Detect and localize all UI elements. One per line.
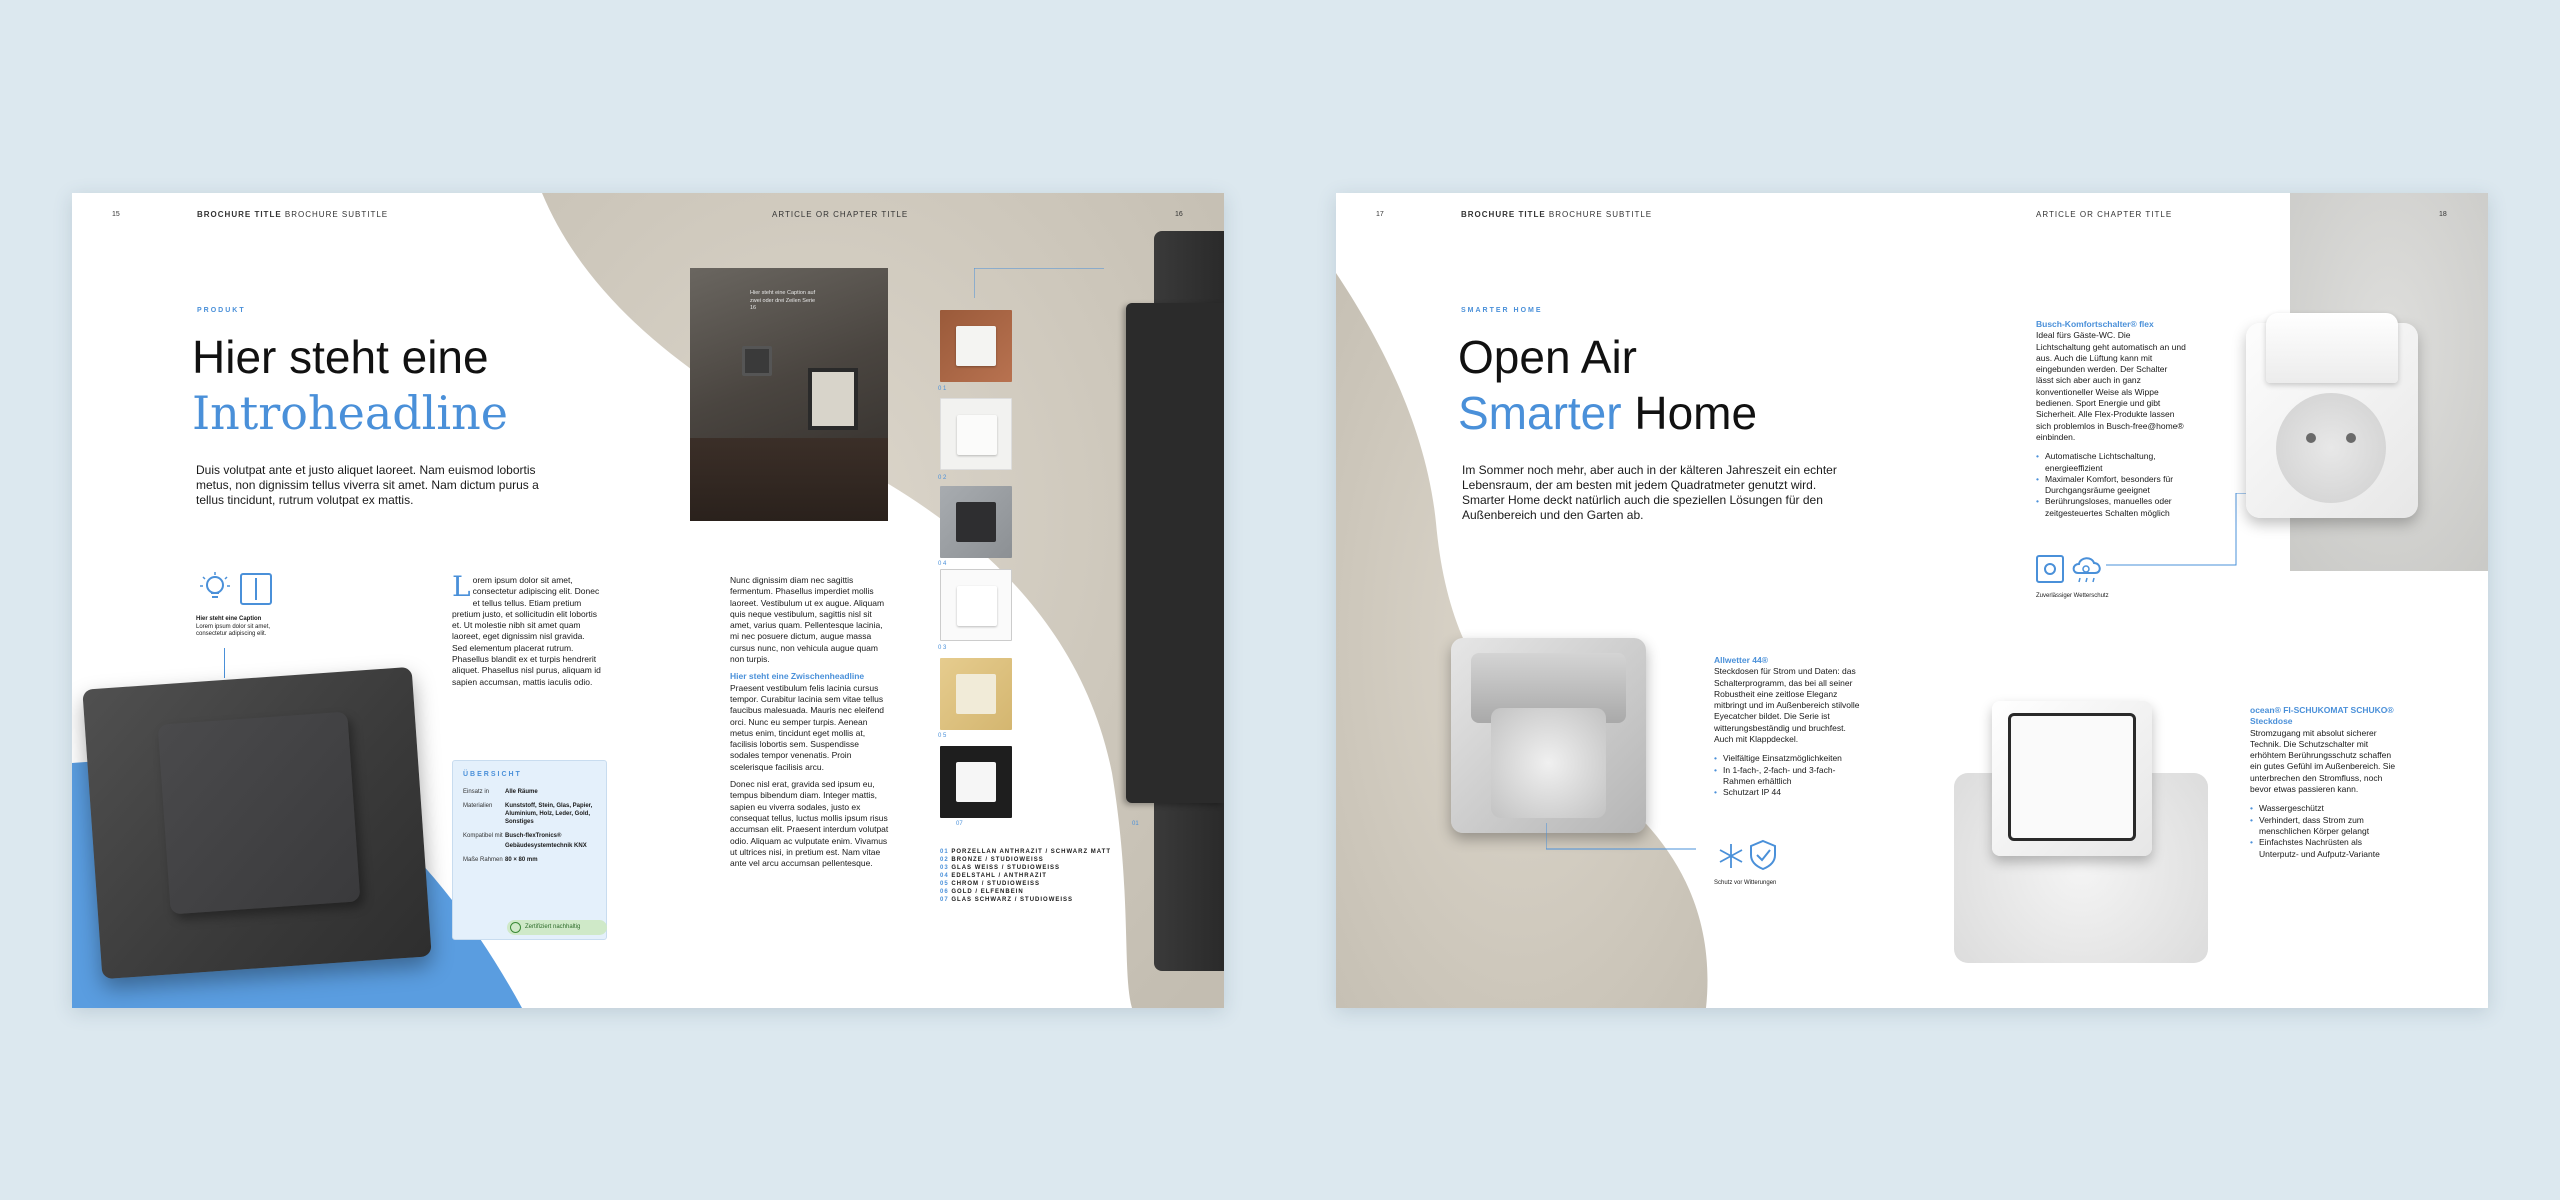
- socket-lid: [2266, 313, 2398, 383]
- shield-check-icon: [1748, 839, 1778, 871]
- allwetter-bullet: • In 1-fach-, 2-fach- und 3-fach-Rahmen erhältlich: [1714, 765, 1864, 788]
- page-number-right: 18: [2439, 211, 2447, 218]
- allwetter-icon-caption: Schutz vor Witterungen: [1714, 880, 1777, 886]
- ocean-switch-rocker: [2008, 713, 2136, 841]
- variant-thumb-01[interactable]: [940, 310, 1012, 382]
- ocean-text: Stromzugang mit absolut sicherer Technik. Die Schutzschalter mit erhöhtem Berührungsschutz schaffen ein gutes Gefühl im Außenbereich. Sie unterbrechen den Stromfluss, noch bevor etwas passieren kann.: [2250, 727, 2396, 795]
- socket-face: [2276, 393, 2386, 503]
- allwetter-bullet: • Vielfältige Einsatzmöglichkeiten: [1714, 753, 1864, 764]
- large-switch-rocker: [1126, 303, 1224, 803]
- spec-row: Kompatibel mit Busch-flexTronics®: [463, 833, 562, 839]
- flex-bullet: • Automatische Lichtschaltung, energieeffizient: [2036, 451, 2186, 474]
- allwetter-title: Allwetter 44®: [1714, 655, 1768, 665]
- flex-text: Ideal fürs Gäste-WC. Die Lichtschaltung geht automatisch an und aus. Auch die Lüftung kann mit eingebunden werden. Der Schalter lässt sich aber auch in ganz konventioneller Weise als Wippe bedienen. Sport Energie und gibt Sicherheit. Alle Flex-Produkte lassen sich problemlos in Busch-free@home® einbinden.: [2036, 330, 2186, 442]
- snowflake-sun-icon: [1716, 841, 1746, 871]
- variant-row: 02 BRONZE / STUDIOWEISS: [940, 857, 1044, 863]
- headline-black-word: Home: [1634, 387, 1758, 439]
- icon-caption: [196, 616, 291, 639]
- flex-product-block: [2036, 319, 2186, 519]
- headline-line-1: Open Air: [1458, 331, 1637, 383]
- thumb-label: 0 3: [938, 645, 947, 651]
- icon-caption-title: Hier steht eine Caption: [196, 616, 262, 622]
- brochure-subtitle: BROCHURE SUBTITLE: [1548, 210, 1653, 219]
- socket-icon: [2036, 555, 2064, 583]
- page-number-left: 15: [112, 211, 120, 218]
- lightbulb-icon: [198, 571, 232, 605]
- spec-row: Maße Rahmen 80 × 80 mm: [463, 857, 538, 863]
- badge-label: Zertifiziert nachhaltig: [525, 924, 581, 930]
- variant-row: 04 EDELSTAHL / ANTHRAZIT: [940, 873, 1047, 879]
- allwetter-bullet: • Schutzart IP 44: [1714, 787, 1864, 798]
- variant-row: 07 GLAS SCHWARZ / STUDIOWEISS: [940, 897, 1074, 903]
- running-head: [197, 210, 388, 219]
- column-2-text-3: Donec nisl erat, gravida sed ipsum eu, tempus bibendum diam. Integer mattis, sapien eu viverra sodales, justo ex consequat tellus, luctus mollis ipsum risus accumsan elit. Praesent interdum volutpat odio. Aliquam ac vulputate enim. Vivamus ut ultrices nisi, in pretium est. Nam vitae ante vel arcu accumsan pellentesque.: [730, 779, 889, 869]
- thumb-label: 01: [1132, 821, 1139, 827]
- flex-title: Busch-Komfortschalter® flex: [2036, 319, 2154, 329]
- overview-box: [452, 760, 607, 940]
- allwetter-bullets: [1714, 753, 1864, 798]
- headline: [1458, 329, 1757, 441]
- headline-line-1: Hier steht eine: [192, 331, 489, 383]
- allwetter-text: Steckdosen für Strom und Daten: das Schalterprogramm, das bei all seiner Robustheit eine zeitlose Eleganz mitbringt und im Außenbereich stilvolle Eyecatcher bildet. Die Serie ist witterungsbeständig und bruchfest. Auch mit Klappdeckel.: [1714, 666, 1860, 745]
- photo-caption: Hier steht eine Caption auf zwei oder drei Zeilen Serie 16: [750, 290, 816, 311]
- dropcap: L: [452, 570, 471, 603]
- ocean-bullets: [2250, 803, 2400, 859]
- dark-switch-rocker: [158, 712, 361, 915]
- thumb-label: 0 2: [938, 475, 947, 481]
- column-2-subhead: Hier steht eine Zwischenheadline: [730, 671, 865, 682]
- socket-face: [1491, 708, 1606, 818]
- chapter-title: ARTICLE OR CHAPTER TITLE: [772, 210, 909, 219]
- column-2-text-1: Nunc dignissim diam nec sagittis fermentum. Phasellus imperdiet mollis laoreet. Vestibulum ut ex augue. Aliquam quis neque vestibulum, sagittis nisl sit amet, varius quam. Pellentesque lacinia, mi nec posuere dictum, augue massa cursus nunc, non vehicula augue quam non turpis.: [730, 575, 885, 665]
- ocean-switch: [1992, 701, 2152, 856]
- variants-list: [940, 848, 1140, 904]
- intro-text: Im Sommer noch mehr, aber auch in der kälteren Jahreszeit ein echter Lebensraum, der am besten mit jedem Quadratmeter genutzt wird. Smarter Home deckt natürlich auch die speziellen Lösungen für den Außenbereich und den Garten ab.: [1462, 463, 1837, 522]
- thumb-label: 07: [956, 821, 963, 827]
- brochure-title: BROCHURE TITLE: [1461, 210, 1546, 219]
- ocean-bullet: • Wassergeschützt: [2250, 803, 2400, 814]
- product-photo: [690, 268, 888, 521]
- thumb-label: 0 5: [938, 733, 947, 739]
- allwetter-socket: [1451, 638, 1646, 833]
- variant-row: 03 GLAS WEISS / STUDIOWEISS: [940, 865, 1061, 871]
- brochure-subtitle: BROCHURE SUBTITLE: [284, 210, 389, 219]
- page-number-right: 16: [1175, 211, 1183, 218]
- column-1-text: orem ipsum dolor sit amet, consectetur adipiscing elit. Donec et tellus tellus. Etiam pretium pretium justo, et sollicitudin elit lobortis et. Ut molestie nibh sit amet quam laoreet, eget dignissim nisl gravida. Sed elementum placerat rutrum. Phasellus blandit ex et turpis hendrerit aliquet. Phasellus nisl purus, aliquam id sapien accumsan, mattis iaculis odio.: [452, 575, 601, 687]
- variant-thumb-03[interactable]: [940, 486, 1012, 558]
- running-head: [1461, 210, 1652, 219]
- wall-switch: [742, 346, 772, 376]
- sustainability-badge: [507, 920, 607, 935]
- thumb-label: 0 1: [938, 386, 947, 392]
- headline: [192, 329, 508, 441]
- icon-caption-text: Lorem ipsum dolor sit amet, consectetur adipiscing elit.: [196, 623, 271, 637]
- picture-frame: [808, 368, 858, 430]
- allwetter-product-block: [1714, 655, 1864, 799]
- brochure-spread-left: [72, 193, 1224, 1008]
- variant-thumb-02[interactable]: [940, 398, 1012, 470]
- leaf-icon: [510, 922, 521, 933]
- brochure-title: BROCHURE TITLE: [197, 210, 282, 219]
- body-column-2: [730, 575, 890, 869]
- variant-row: 05 CHROM / STUDIOWEISS: [940, 881, 1041, 887]
- headline-line-2: [1458, 385, 1757, 441]
- spec-row: Materialien Kunststoff, Stein, Glas, Papier, Aluminium, Holz, Leder, Gold, Sonstiges: [463, 803, 593, 825]
- ocean-bullet: • Verhindert, dass Strom zum menschlichen Körper gelangt: [2250, 815, 2400, 838]
- variant-row: 06 GOLD / ELFENBEIN: [940, 889, 1024, 895]
- body-column-1: [452, 570, 602, 688]
- white-outdoor-socket: [2246, 323, 2418, 518]
- spec-row: Gebäudesystemtechnik KNX: [505, 843, 587, 849]
- headline-blue-word: Smarter: [1458, 387, 1622, 439]
- chapter-title: ARTICLE OR CHAPTER TITLE: [2036, 210, 2173, 219]
- flex-icon-caption: Zuverlässiger Wetterschutz: [2036, 593, 2109, 599]
- variant-thumb-05[interactable]: [940, 658, 1012, 730]
- overview-title: ÜBERSICHT: [463, 771, 522, 778]
- weather-cloud-icon: [2070, 553, 2104, 585]
- caption-connector-line: [224, 648, 225, 678]
- page-number-left: 17: [1376, 211, 1384, 218]
- thumb-label: 0 4: [938, 561, 947, 567]
- variant-row: 01 PORZELLAN ANTHRAZIT / SCHWARZ MATT: [940, 849, 1112, 855]
- flex-bullet: • Maximaler Komfort, besonders für Durchgangsräume geeignet: [2036, 474, 2186, 497]
- kicker: PRODUKT: [197, 307, 246, 314]
- spec-row: Einsatz in Alle Räume: [463, 789, 538, 795]
- flex-bullet: • Berührungsloses, manuelles oder zeitgesteuertes Schalten möglich: [2036, 496, 2186, 519]
- headline-line-2: Introheadline: [192, 386, 508, 440]
- ocean-product-block: [2250, 705, 2400, 860]
- brochure-spread-right: [1336, 193, 2488, 1008]
- variant-thumb-04[interactable]: [940, 569, 1012, 641]
- kicker: SMARTER HOME: [1461, 307, 1543, 314]
- ocean-title: ocean® FI-SCHUKOMAT SCHUKO® Steckdose: [2250, 705, 2394, 727]
- cabinet: [690, 438, 888, 521]
- variant-thumb-06[interactable]: [940, 746, 1012, 818]
- intro-text: Duis volutpat ante et justo aliquet laoreet. Nam euismod lobortis metus, non dignissim tellus viverra sit amet. Nam dictum purus a tellus tincidunt, rutrum volutpat ex mattis.: [196, 463, 539, 507]
- switch-icon: [240, 573, 272, 605]
- column-2-text-2: Praesent vestibulum felis lacinia cursus tempor. Curabitur lacinia sem vitae tellus faucibus malesuada. Mauris nec eleifend orci. Nunc eu semper turpis. Aenean metus enim, tincidunt eget mollis at, facilisis lobortis sem. Suspendisse sodales tempor venenatis. Proin scelerisque facilisis arcu.: [730, 682, 885, 772]
- ocean-bullet: • Einfachstes Nachrüsten als Unterputz- und Aufputz-Variante: [2250, 837, 2400, 860]
